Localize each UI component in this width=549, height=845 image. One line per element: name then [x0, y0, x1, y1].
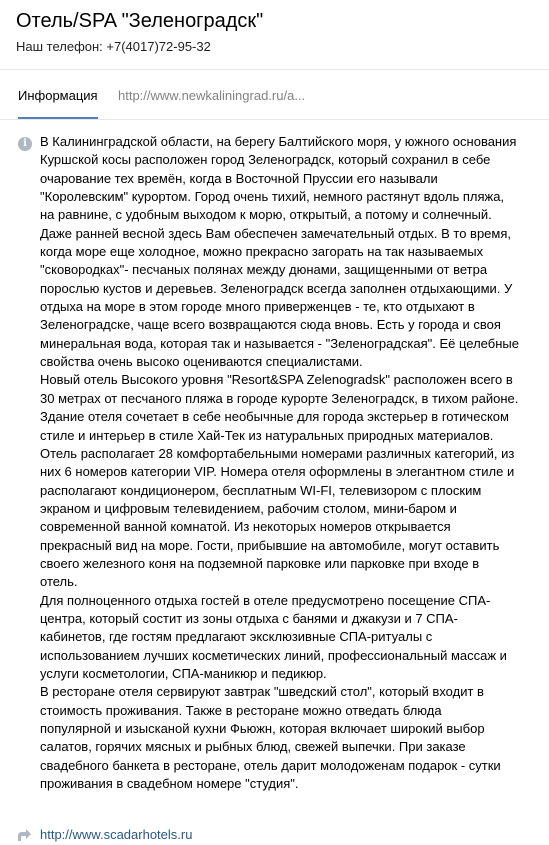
- tab-bar: [0, 70, 549, 119]
- description-paragraph: В Калининградской области, на берегу Балтийского моря, у южного основания Куршской косы расположен город Зеленоградск, который сохранил в себе очарование тех времён, когда в Восточной Пруссии его называли "Королевским" курортом. Город очень тихий, немного растянут вдоль пляжа, на равнине, с удобным выходом к морю, открытый, а потому и солнечный. Даже ранней весной здесь Вам обеспечен замечательный отдых. В то время, когда море еще холодное, можно прекрасно загорать на так называемых "сковородках"- песчаных полянах между дюнами, защищенными от ветра порослью кустов и деревьев. Зеленоградск всегда заполнен отдыхающими. У отдыха на море в этом городе много приверженцев - те, кто отдыхают в Зеленоградске, чаще всего возвращаются сюда вновь. Есть у города и своя минеральная вода, которая так и называется - "Зеленоградская". Её целебные свойства очень высоко оцениваются специалистами.: [40, 134, 519, 370]
- description-paragraph: Новый отель Высокого уровня "Resort&SPA Zelenogradsk" расположен всего в 30 метрах от песчаного пляжа в городе курорте Зеленоградск, в тихом районе. Здание отеля сочетает в себе необычные для города экстерьер в готическом стиле и интерьер в стиле Хай-Тек из натуральных природных материалов. Отель располагает 28 комфортабельными номерами различных категорий, из них 6 номеров категории VIP. Номера отеля оформлены в элегантном стиле и располагают кондиционером, бесплатным WI-FI, телевизором с плоским экраном и цифровым телевидением, рабочим столом, мини-баром и современной ванной комнатой. Из некоторых номеров открывается прекрасный вид на море. Гости, прибывшие на автомобиле, могут оставить своего железного коня на подземной парковке или парковке при входе в отель.: [40, 372, 519, 590]
- tab-information[interactable]: [18, 70, 98, 119]
- phone-number: Наш телефон: +7(4017)72-95-32: [16, 39, 211, 54]
- page-title: Отель/SPA "Зеленоградск": [16, 10, 264, 32]
- divider: [0, 119, 549, 120]
- website-link[interactable]: http://www.scadarhotels.ru: [40, 827, 193, 842]
- tab-information-label: Информация: [18, 88, 98, 103]
- description-paragraph: В ресторане отеля сервируют завтрак "шведский стол", который входит в стоимость проживания. Также в ресторане можно отведать блюда популярной и изысканой кухни Фьюжн, которая включает широкий выбор салатов, горячих мясных и рыбных блюд, свежей выпечки. При заказе свадебного банкета в ресторане, отель дарит молодоженам подарок - сутки проживания в свадебном номере "студия".: [40, 684, 501, 792]
- tab-external-link[interactable]: http://www.newkaliningrad.ru/a...: [118, 88, 306, 103]
- info-circle-icon: i: [18, 137, 32, 151]
- description-paragraph: Для полноценного отдыха гостей в отеле предусмотрено посещение СПА- центра, который состит из зоны отдыха с банями и джакузи и 7 СПА- кабинетов, где гостям предлагают эксклюзивные СПА-ритуалы с использованием лучших косметических линий, профессиональный массаж и услуги косметологии, СПА-маникюр и педикюр.: [40, 592, 507, 681]
- link-arrow-icon: [16, 828, 32, 842]
- page-header: [16, 8, 537, 56]
- description-text: [40, 133, 540, 793]
